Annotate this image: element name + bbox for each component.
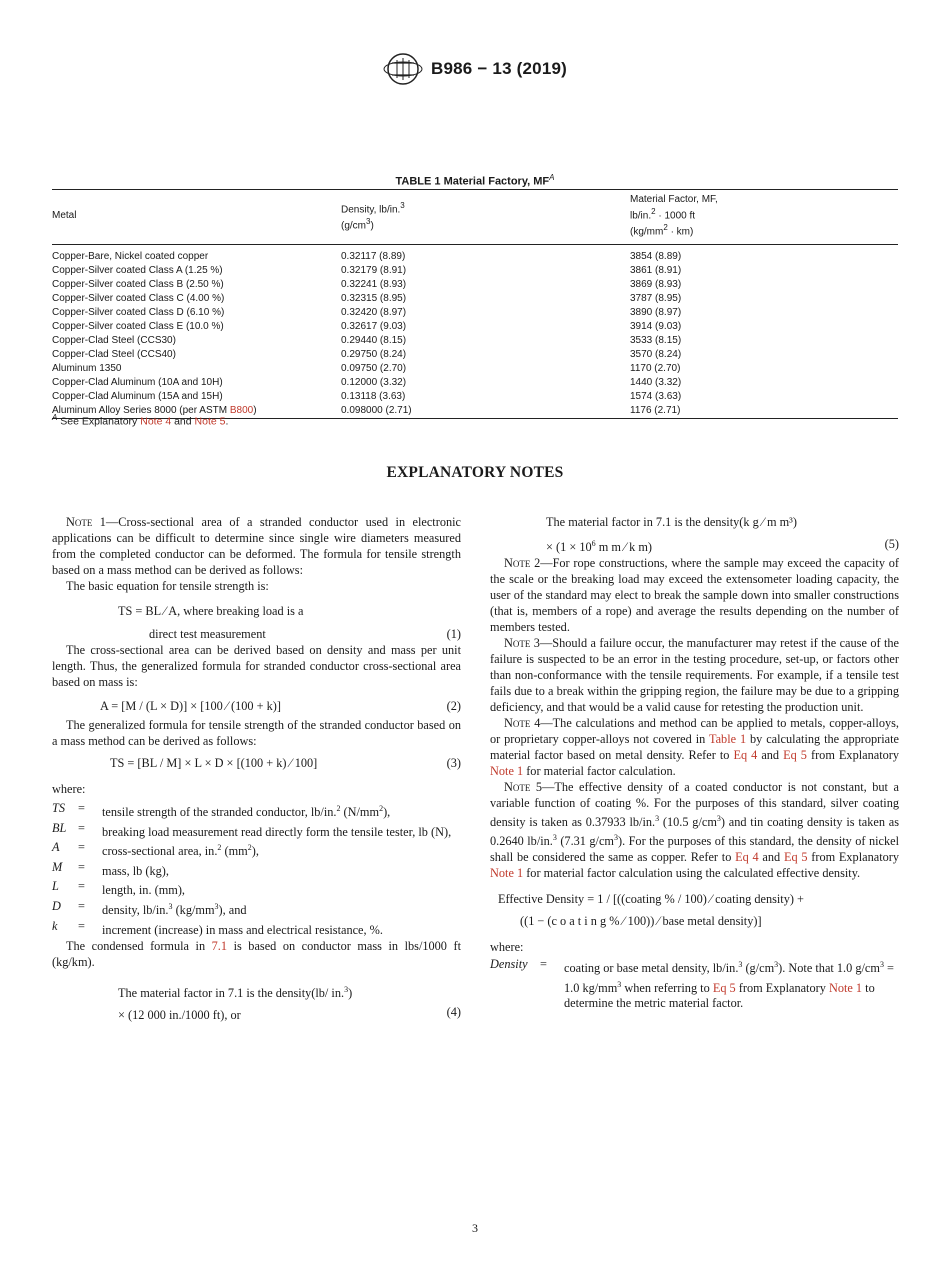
cell-density: 0.29750 (8.24) [341,348,407,360]
link-b800[interactable]: B800 [229,404,254,416]
definition-equals: = [78,840,85,855]
definition-row [52,919,461,939]
link-table-1[interactable]: Table 1 [708,732,747,747]
cell-density: 0.32617 (9.03) [341,320,407,332]
definition-row [52,860,461,880]
cell-metal: Copper-Silver coated Class A (1.25 %) [52,264,223,276]
cell-metal: Copper-Silver coated Class D (6.10 %) [52,306,225,318]
cell-density: 0.09750 (2.70) [341,362,407,374]
table-row [52,334,898,348]
cell-density: 0.12000 (3.32) [341,376,407,388]
definition-equals: = [78,801,85,815]
cross-section-paragraph: The cross-sectional area can be derived based on density and mass per unit length. Thus, the generalized formula for stranded conductor cross-sectional area based on mass is: [52,643,461,689]
cell-material-factor: 1574 (3.63) [630,390,682,402]
cell-density: 0.32315 (8.95) [341,292,407,304]
definition-row [52,899,461,919]
definition-equals: = [78,879,85,894]
cell-material-factor: 3914 (9.03) [630,320,682,332]
cell-metal: Copper-Clad Steel (CCS30) [52,334,176,346]
cell-material-factor: 3890 (8.97) [630,306,682,318]
link-eq-5[interactable]: Eq 5 [712,980,736,995]
table-row [52,390,898,404]
table-title [52,173,898,188]
definition-equals: = [78,859,85,874]
table-row [52,348,898,362]
header-material-factor: Material Factor, MF, lb/in.$^2$ · 1000 ft $(kg/mm^2 \cdot km)$ [630,194,718,238]
cell-metal: Copper-Bare, Nickel coated copper [52,250,209,262]
cell-material-factor: 3861 (8.91) [630,264,682,276]
cell-material-factor: 1440 (3.32) [630,376,682,388]
cell-metal: Aluminum Alloy Series 8000 (per ASTM B800) [52,404,257,416]
cell-density: 0.13118 (3.63) [341,390,406,402]
cell-material-factor: 3869 (8.93) [630,278,682,290]
table-row [52,278,898,292]
equation-3: TS = [BL / M] × L × D × [(100 + k) ⁄ 100] (3) [110,756,461,770]
link-eq-4[interactable]: Eq 4 [733,748,758,763]
table-row [52,264,898,278]
note-4: Note 4—The calculations and method can be applied to metals, copper-alloys, or proprietary copper-alloys not covered in Table 1 by calculating the appropriate material factor based on metal density. Refer to Eq 4 and Eq 5 from Explanatory Note 1 for material factor calculation. [490,716,900,779]
cell-density: 0.32420 (8.97) [341,306,407,318]
definition-row [52,879,461,899]
table-row [52,320,898,334]
definition-text: density, lb/in.$^3$ $(kg/mm^3)$, and [102,901,247,918]
cell-metal: Copper-Clad Aluminum (10A and 10H) [52,376,223,388]
note-3: Note 3—Should a failure occur, the manufacturer may retest if the cause of the failure is suspected to be an error in the testing procedure, set-up, or factors other than non-conformance with the tensile requirements. For example, if a tensile test fails due to a break within the gripping region, the failure may be due to a gripping deficiency, and that would be a valid cause for retesting the production unit. [490,636,899,715]
table-title-text: TABLE 1 Material Factory, MF [395,175,550,188]
where-label: where: [490,940,524,955]
cell-metal: Copper-Silver coated Class B (2.50 %) [52,278,224,290]
table-row [52,376,898,390]
document-header [0,52,950,86]
equation-2: A = [M / (L × D)] × [100 ⁄ (100 + k)] (2) [100,699,461,713]
equation-5: The material factor in 7.1 is the density(k g ⁄ m m³) × ($1 \times 10^6$ m m ⁄ k m) (5) [546,515,899,555]
right-column [490,514,899,1012]
table-row [52,306,898,320]
table-footnote: $^A$ See Explanatory Note 4 and Note 5. [52,413,229,428]
cell-density: 0.29440 (8.15) [341,334,407,346]
cell-material-factor: 3854 (8.89) [630,250,682,262]
cell-density: 0.098000 (2.71) [341,404,412,416]
definition-text: length, in. (mm), [102,883,185,898]
equation-4: The material factor in 7.1 is the density(lb/ in.$^3$) × (12 000 in./1000 ft), or (4) [118,985,461,1023]
cell-material-factor: 3787 (8.95) [630,292,682,304]
cell-density: 0.32241 (8.93) [341,278,407,290]
cell-material-factor: 1176 (2.71) [630,404,681,416]
link-note-1[interactable]: Note 1 [490,866,524,881]
cell-material-factor: 3533 (8.15) [630,334,682,346]
definition-symbol: BL [52,820,67,835]
table-row [52,362,898,376]
cell-material-factor: 1170 (2.70) [630,362,681,374]
cell-material-factor: 3570 (8.24) [630,348,682,360]
definition-row [52,801,461,821]
note-2: Note 2—For rope constructions, where the sample may exceed the capacity of the scale or the breaking load may exceed the extensometer loading capacity, the user of the standard may elect to break the sample down into smaller constructions (that is, members of a rope) and average the results depending on the number of members tested. [490,556,899,635]
link-7-1[interactable]: 7.1 [211,939,228,954]
section-title: EXPLANATORY NOTES [386,464,564,481]
header-metal: Metal [52,210,77,222]
definition-text: cross-sectional area, in.$^2$ $(mm^2)$, [102,843,259,859]
table-header-row [52,190,898,245]
page-number: 3 [472,1221,478,1235]
link-note-5[interactable]: Note 5 [194,415,226,428]
table-row [52,244,898,264]
material-factor-table [52,189,898,419]
where-label: where: [52,782,86,796]
link-note-4[interactable]: Note 4 [140,415,172,428]
astm-logo-icon [383,52,423,86]
condensed-formula-paragraph: The condensed formula in 7.1 is based on conductor mass in lbs/1000 ft (kg/km). [52,939,461,970]
document-id: B986 − 13 (2019) [431,59,567,78]
general-formula-paragraph: The generalized formula for tensile strength of the stranded conductor based on a mass method can be derived as follows: [52,718,461,748]
equation-1: TS = BL ⁄ A, where breaking load is a direct test measurement (1) [118,604,461,641]
definition-symbol: L [52,879,59,894]
definition-symbol: M [52,859,63,874]
note-1: Note 1—Cross-sectional area of a stranded conductor used in electronic applications can be difficult to determine since single wire diameters measured from the completed conductor can be deformed. The formula for tensile strength based on a mass method can be derived as follows: [52,515,461,577]
definition-equals: = [78,918,85,933]
variable-definitions [52,801,461,938]
definition-symbol: k [52,918,58,933]
link-eq-5[interactable]: Eq 5 [783,850,808,865]
definition-equals: = [78,898,85,913]
note-5: Note 5—The effective density of a coated conductor is not constant, but a variable function of coating %. For the purposes of this standard, silver coating density is taken as 0.37933 lb/in.$^3$ (10.5 $g/cm^3$) and tin coating density is taken as 0.2640 lb/in.$^3$ (7.31 $g/cm^3$). For the purposes of this standard, the density of nickel shall be considered the same as copper. Refer to Eq 4 and Eq 5 from Explanatory Note 1 for material factor calculation using the calculated effective density. [490,780,899,881]
definition-text: mass, lb (kg), [102,863,169,878]
effective-density-equation: Effective Density = 1 / [((coating % / 100) ⁄ coating density) + ((1 − (c o a t i n g % ⁄ 100)) ⁄ base metal density)] [498,892,804,929]
definition-row [52,821,461,841]
cell-metal: Copper-Silver coated Class C (4.00 %) [52,292,225,304]
definition-symbol: D [52,898,61,913]
definition-row [52,840,461,860]
definition-text: breaking load measurement read directly form the tensile tester, lb (N), [102,824,452,839]
cell-metal: Copper-Silver coated Class E (10.0 %) [52,320,224,332]
cell-density: 0.32179 (8.91) [341,264,407,276]
cell-metal: Copper-Clad Aluminum (15A and 15H) [52,390,223,402]
definition-equals: = [78,820,85,835]
definition-symbol: A [52,840,60,855]
footnote-mark: A [52,413,58,422]
link-eq-5[interactable]: Eq 5 [783,748,807,763]
basic-equation-intro: The basic equation for tensile strength is: [66,579,269,593]
header-density: Density, lb/in.$^3$ $(g/cm^3)$ [341,201,405,232]
link-note-1[interactable]: Note 1 [490,764,524,779]
cell-metal: Copper-Clad Steel (CCS40) [52,348,176,360]
left-column [52,514,461,1023]
definition-text: increment (increase) in mass and electrical resistance, %. [102,922,383,937]
table-row [52,292,898,306]
cell-metal: Aluminum 1350 [52,362,122,374]
link-eq-4[interactable]: Eq 4 [735,850,759,865]
definition-text: tensile strength of the stranded conductor, lb/in.$^2$ $(N/mm^2)$, [102,804,391,820]
density-definition: Density = coating or base metal density, lb/in.$^3$ $(g/cm^3)$. Note that 1.0 $g/cm^3 = 1.0$ $kg/mm^3$ when referring to Eq 5 from Explanatory Note 1 to determine the metric material factor. [490,957,894,1011]
link-note-1[interactable]: Note 1 [828,980,863,995]
cell-density: 0.32117 (8.89) [341,250,406,262]
definition-symbol: TS [52,801,65,815]
table-title-footnote-mark: A [549,173,555,182]
